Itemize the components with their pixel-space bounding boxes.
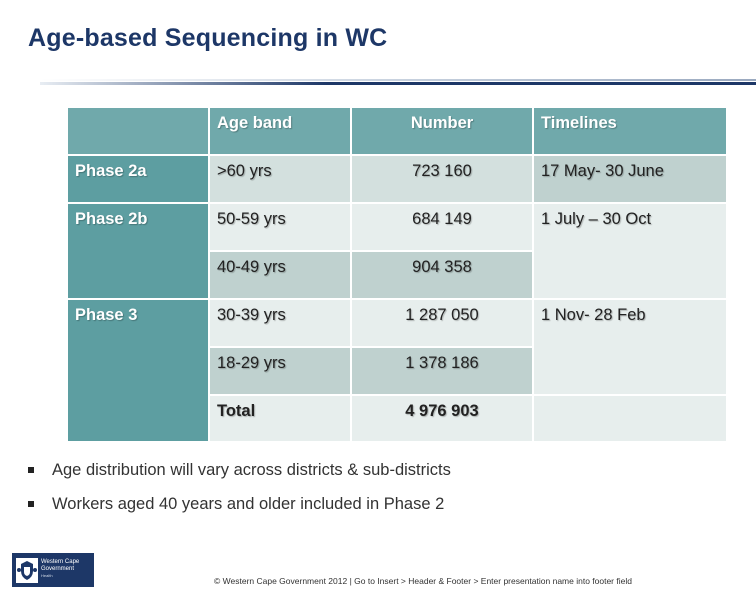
age-band-cell: 50-59 yrs bbox=[209, 203, 351, 251]
bullet-icon bbox=[28, 501, 34, 507]
table-row bbox=[67, 299, 727, 347]
slide-footer: © Western Cape Government 2012 | Go to Insert > Header & Footer > Enter presentation name into footer field bbox=[214, 576, 632, 586]
logo-line-3: Health bbox=[41, 573, 53, 578]
age-band-cell: >60 yrs bbox=[209, 155, 351, 203]
number-cell: 1 378 186 bbox=[351, 347, 533, 395]
timeline-cell: 1 Nov- 28 Feb bbox=[533, 299, 727, 395]
title-rule-shadow bbox=[40, 79, 756, 81]
logo-line-1: Western Cape bbox=[41, 559, 80, 565]
number-cell: 904 358 bbox=[351, 251, 533, 299]
slide-title: Age-based Sequencing in WC bbox=[28, 24, 388, 52]
number-cell-total: 4 976 903 bbox=[351, 395, 533, 442]
title-rule bbox=[40, 82, 756, 85]
phase-cell: Phase 2b bbox=[67, 203, 209, 299]
table-row bbox=[67, 203, 727, 251]
age-band-cell: 30-39 yrs bbox=[209, 299, 351, 347]
table-row bbox=[67, 155, 727, 203]
age-band-cell: 18-29 yrs bbox=[209, 347, 351, 395]
bullet-icon bbox=[28, 467, 34, 473]
age-band-cell: 40-49 yrs bbox=[209, 251, 351, 299]
list-item bbox=[26, 492, 451, 526]
timeline-cell bbox=[533, 395, 727, 442]
timeline-cell: 1 July – 30 Oct bbox=[533, 203, 727, 299]
phase-table bbox=[66, 106, 728, 443]
number-cell: 684 149 bbox=[351, 203, 533, 251]
age-band-cell-total: Total bbox=[209, 395, 351, 442]
list-item bbox=[26, 458, 451, 492]
bullet-text: Age distribution will vary across districts & sub-districts bbox=[52, 461, 451, 479]
header-cell-age-band: Age band bbox=[209, 107, 351, 155]
bullet-text: Workers aged 40 years and older included in Phase 2 bbox=[52, 495, 445, 513]
phase-cell: Phase 2a bbox=[67, 155, 209, 203]
number-cell: 723 160 bbox=[351, 155, 533, 203]
logo-line-2: Government bbox=[41, 566, 75, 572]
table-header-row bbox=[67, 107, 727, 155]
number-cell: 1 287 050 bbox=[351, 299, 533, 347]
header-cell-blank bbox=[67, 107, 209, 155]
timeline-cell: 17 May- 30 June bbox=[533, 155, 727, 203]
bullet-list bbox=[26, 458, 451, 526]
header-cell-number: Number bbox=[351, 107, 533, 155]
phase-cell: Phase 3 bbox=[67, 299, 209, 442]
header-cell-timelines: Timelines bbox=[533, 107, 727, 155]
